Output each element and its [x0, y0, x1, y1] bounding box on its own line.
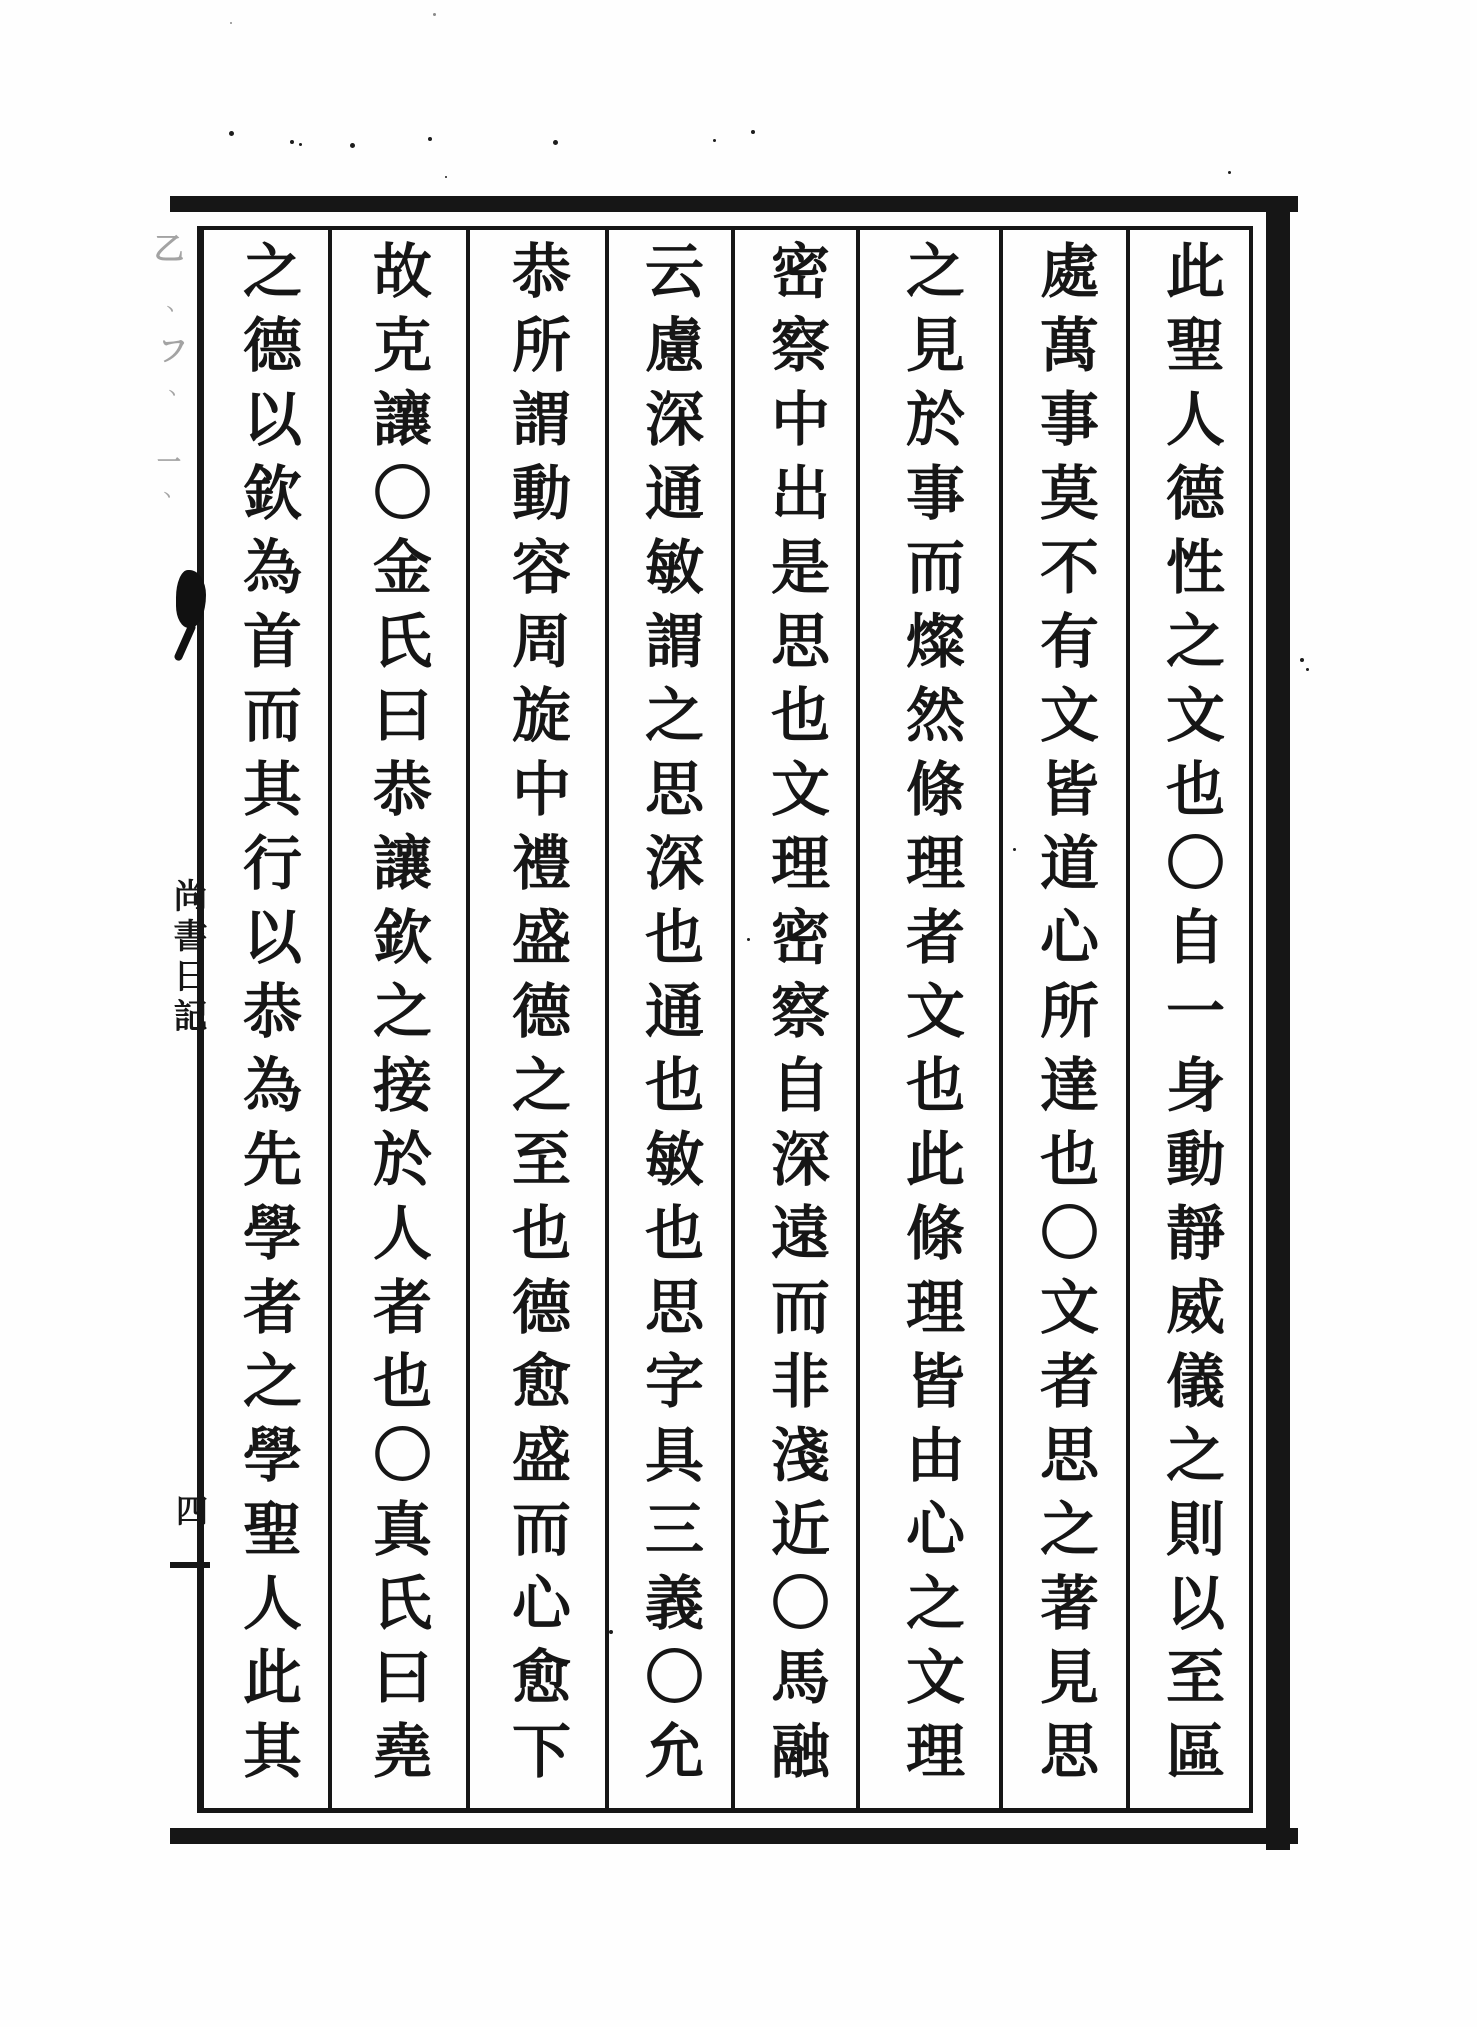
- spine-ink-blob-tail: [173, 622, 197, 662]
- bleed-fragment: 丶: [165, 387, 179, 403]
- column-divider: [466, 230, 470, 1808]
- ink-speck: [1306, 668, 1309, 671]
- ink-speck: [747, 938, 750, 941]
- text-column-8: 之德以欽為首而其行以恭為先學者之學聖人此其: [233, 240, 302, 1794]
- text-column-5: 云慮深通敏謂之思深也通也敏也思字具三義〇允: [635, 240, 704, 1794]
- frame-outer-bottom: [170, 1828, 1298, 1844]
- text-column-1: 此聖人德性之文也〇自一身動靜威儀之則以至區: [1156, 240, 1225, 1794]
- bleed-fragment: 乙: [154, 232, 184, 267]
- bleed-fragment: 一: [157, 447, 181, 476]
- column-divider: [999, 230, 1003, 1808]
- ink-speck: [1300, 658, 1304, 662]
- column-divider: [1126, 230, 1130, 1808]
- ink-speck: [350, 143, 355, 148]
- frame-outer-right: [1266, 196, 1290, 1850]
- text-column-7: 故克讓〇金氏曰恭讓欽之接於人者也〇真氏曰堯: [363, 240, 432, 1794]
- text-column-2: 處萬事莫不有文皆道心所達也〇文者思之著見思: [1030, 240, 1099, 1794]
- bleed-fragment: 丶: [163, 303, 177, 319]
- spine-folio-number: 四: [171, 1494, 209, 1526]
- frame-inner-top: [199, 226, 1253, 230]
- spine-book-title: 尚書日記: [167, 878, 207, 1038]
- ink-speck: [428, 137, 432, 141]
- column-divider: [328, 230, 332, 1808]
- text-column-6: 恭所謂動容周旋中禮盛德之至也德愈盛而心愈下: [502, 240, 571, 1794]
- ink-speck: [1013, 848, 1016, 851]
- ink-speck: [299, 143, 302, 146]
- ink-speck: [1228, 171, 1231, 174]
- bleed-fragment: フ: [158, 334, 188, 369]
- column-divider: [731, 230, 735, 1808]
- ink-speck: [713, 139, 716, 142]
- ink-speck: [751, 130, 755, 134]
- column-divider: [605, 230, 609, 1808]
- text-column-4: 密察中出是思也文理密察自深遠而非淺近〇馬融: [761, 240, 830, 1794]
- spine-folio-tick-line: [170, 1562, 210, 1568]
- ink-speck: [553, 140, 558, 145]
- ink-speck: [229, 131, 234, 136]
- frame-outer-top: [170, 196, 1298, 212]
- bleed-fragment: 丶: [160, 489, 174, 505]
- column-divider: [856, 230, 860, 1808]
- text-column-3: 之見於事而燦然條理者文也此條理皆由心之文理: [896, 240, 965, 1794]
- ink-speck: [609, 1630, 613, 1634]
- ink-speck: [230, 22, 232, 24]
- frame-inner-right: [1249, 226, 1253, 1813]
- ink-speck: [290, 140, 294, 144]
- ink-speck: [433, 13, 436, 16]
- ink-speck: [445, 176, 447, 178]
